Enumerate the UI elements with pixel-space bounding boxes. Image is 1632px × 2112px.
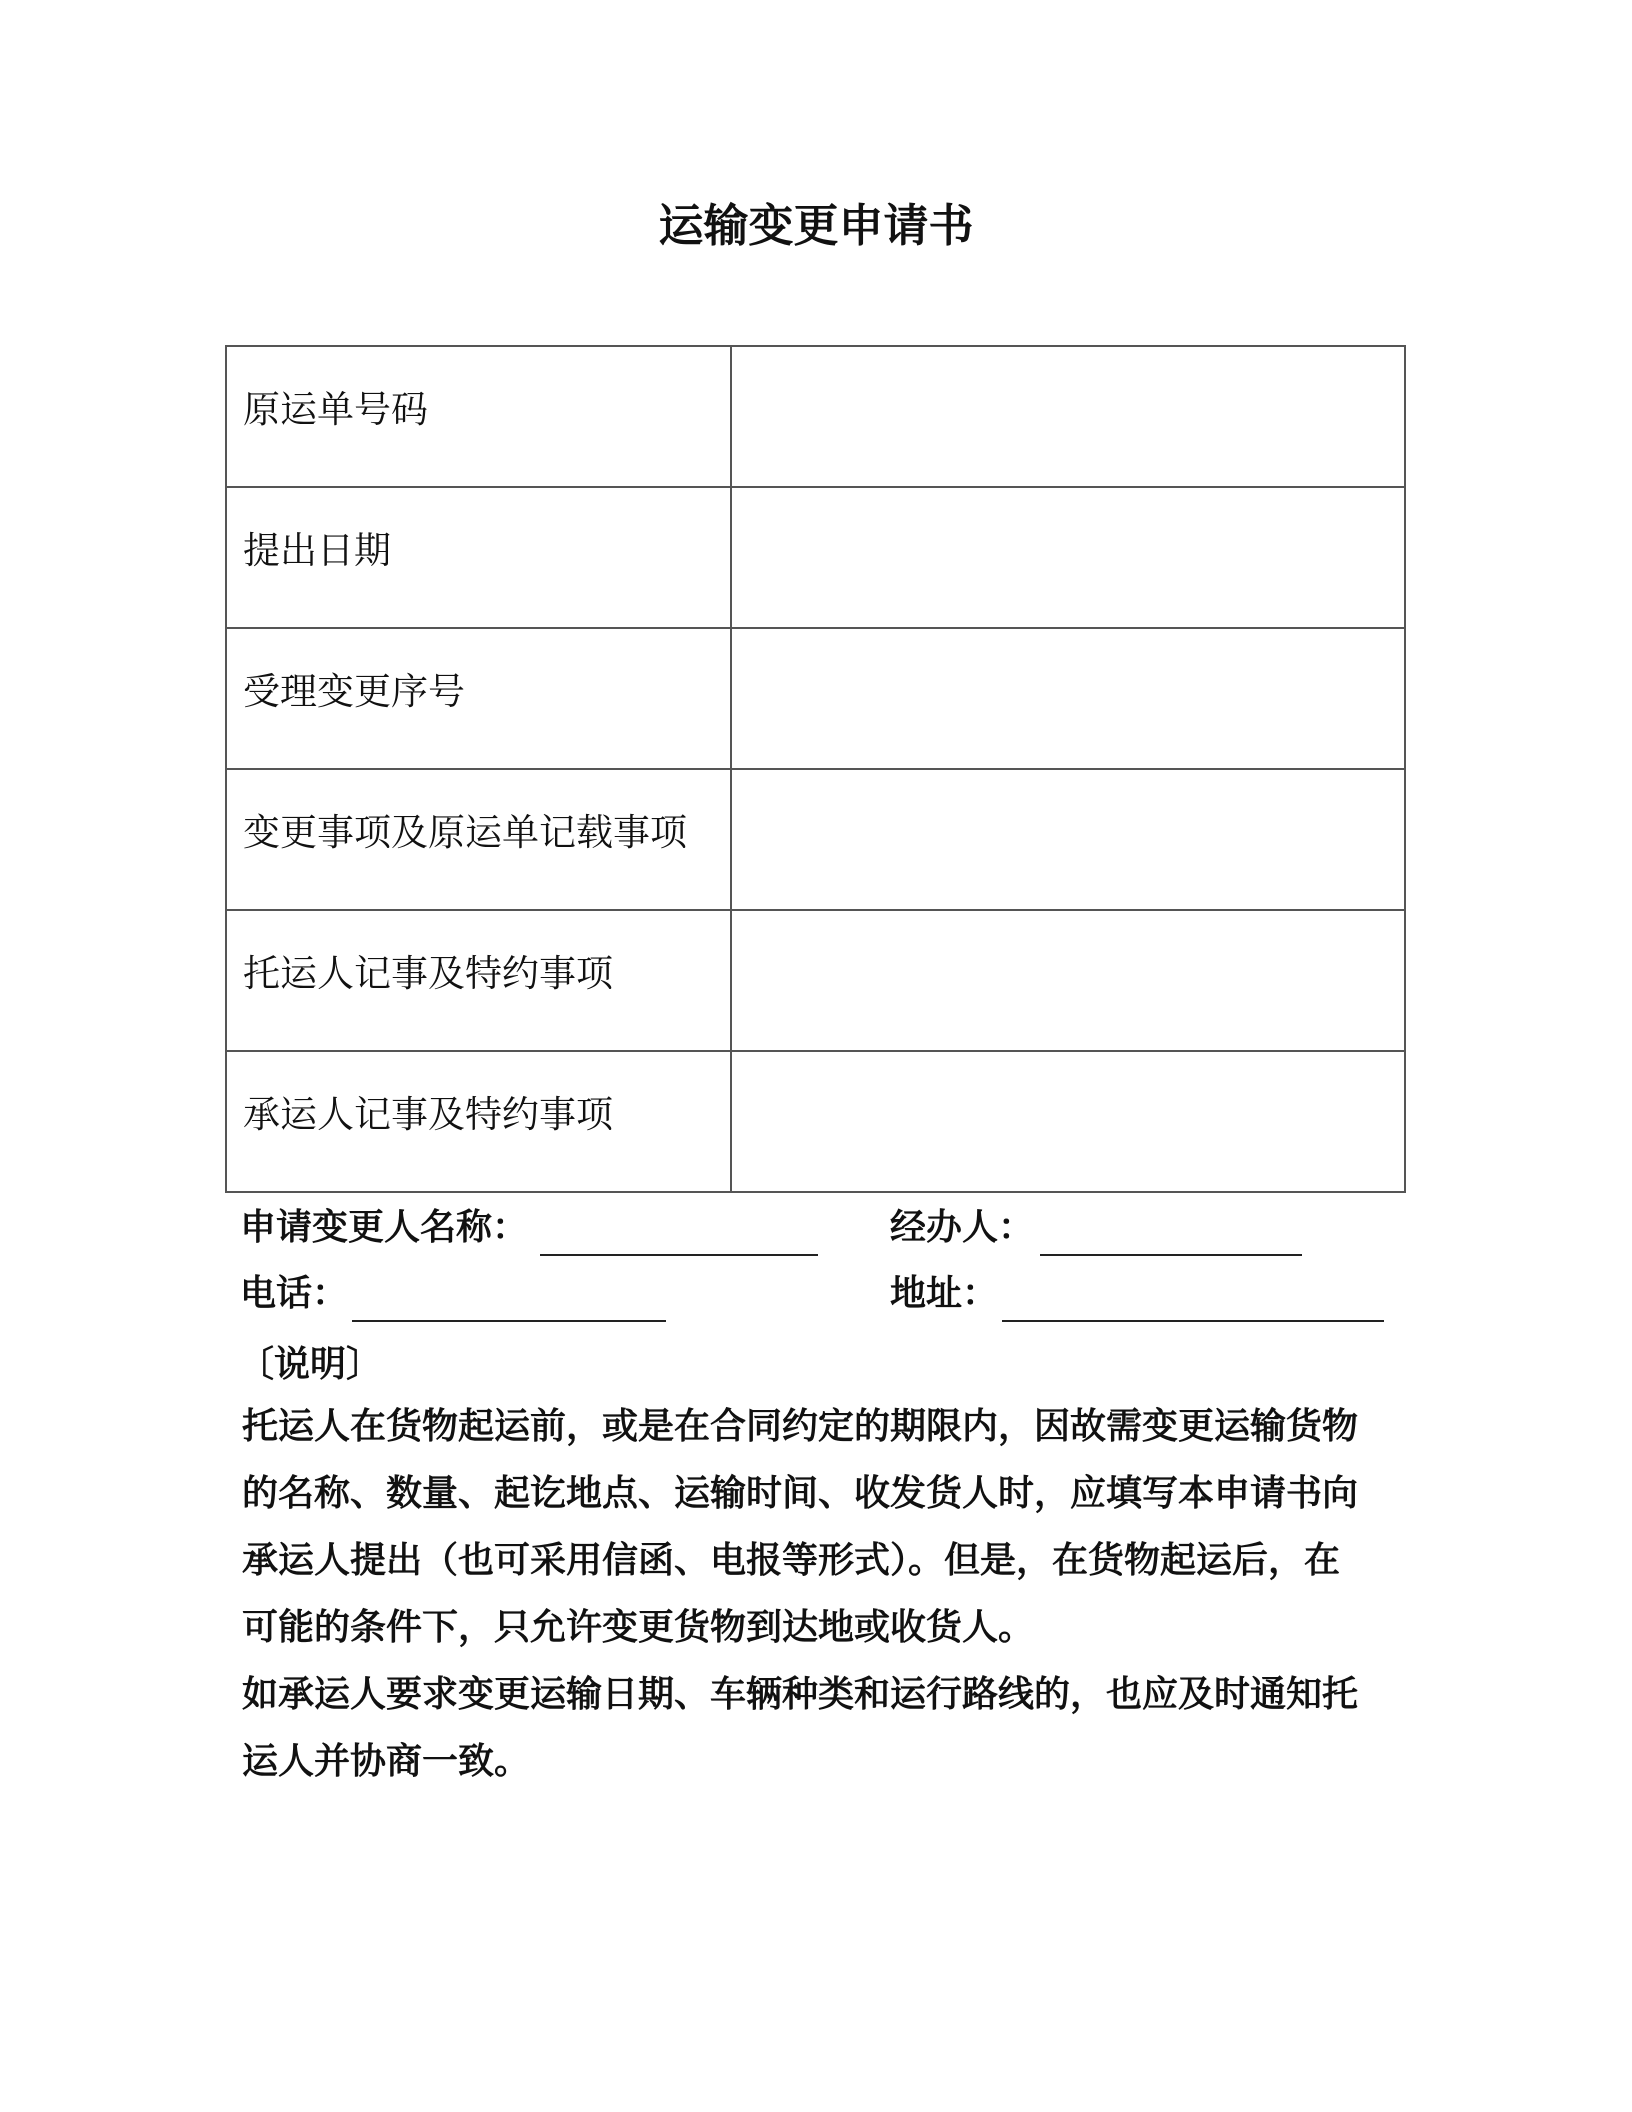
- notes-line: 如承运人要求变更运输日期、车辆种类和运行路线的，也应及时通知托: [242, 1674, 1359, 1715]
- document-title: 运输变更申请书: [658, 199, 974, 252]
- table-value-cell[interactable]: [731, 487, 1405, 628]
- table-label-cell: [226, 346, 731, 487]
- change-request-table: [225, 345, 1406, 1193]
- notes-line: 可能的条件下，只允许变更货物到达地或收货人。: [242, 1607, 1035, 1648]
- table-value-cell[interactable]: [731, 910, 1405, 1051]
- applicant-name-label: 申请变更人名称：: [240, 1207, 529, 1248]
- table-label-cell: [226, 628, 731, 769]
- table-row: [226, 346, 1405, 487]
- handler-blank[interactable]: [1040, 1254, 1302, 1256]
- notes-line: 托运人在货物起运前，或是在合同约定的期限内，因故需变更运输货物: [242, 1406, 1359, 1447]
- table-value-cell[interactable]: [731, 346, 1405, 487]
- notes-heading: 〔说明〕: [238, 1344, 383, 1385]
- table-value-cell[interactable]: [731, 769, 1405, 910]
- table-row: [226, 1051, 1405, 1192]
- table-value-cell[interactable]: [731, 628, 1405, 769]
- table-label-cell: [226, 769, 731, 910]
- table-label-cell: [226, 910, 731, 1051]
- row-label-change-items: 变更事项及原运单记载事项: [243, 811, 687, 854]
- table-label-cell: [226, 1051, 731, 1192]
- table-row: [226, 769, 1405, 910]
- table-row: [226, 487, 1405, 628]
- row-label-original-waybill-number: 原运单号码: [243, 388, 428, 431]
- table-row: [226, 628, 1405, 769]
- address-blank[interactable]: [1002, 1320, 1384, 1322]
- address-label: 地址：: [890, 1273, 999, 1314]
- row-label-submission-date: 提出日期: [243, 529, 391, 572]
- phone-blank[interactable]: [352, 1320, 666, 1322]
- notes-line: 运人并协商一致。: [242, 1741, 531, 1782]
- phone-label: 电话：: [240, 1273, 349, 1314]
- table-row: [226, 910, 1405, 1051]
- notes-line: 承运人提出（也可采用信函、电报等形式）。但是，在货物起运后，在: [242, 1540, 1341, 1581]
- handler-label: 经办人：: [890, 1207, 1035, 1248]
- row-label-shipper-notes: 托运人记事及特约事项: [243, 952, 613, 995]
- row-label-carrier-notes: 承运人记事及特约事项: [243, 1093, 613, 1136]
- row-label-change-serial-number: 受理变更序号: [243, 670, 465, 713]
- notes-line: 的名称、数量、起讫地点、运输时间、收发货人时，应填写本申请书向: [242, 1473, 1359, 1514]
- table-label-cell: [226, 487, 731, 628]
- applicant-name-blank[interactable]: [540, 1254, 818, 1256]
- table-value-cell[interactable]: [731, 1051, 1405, 1192]
